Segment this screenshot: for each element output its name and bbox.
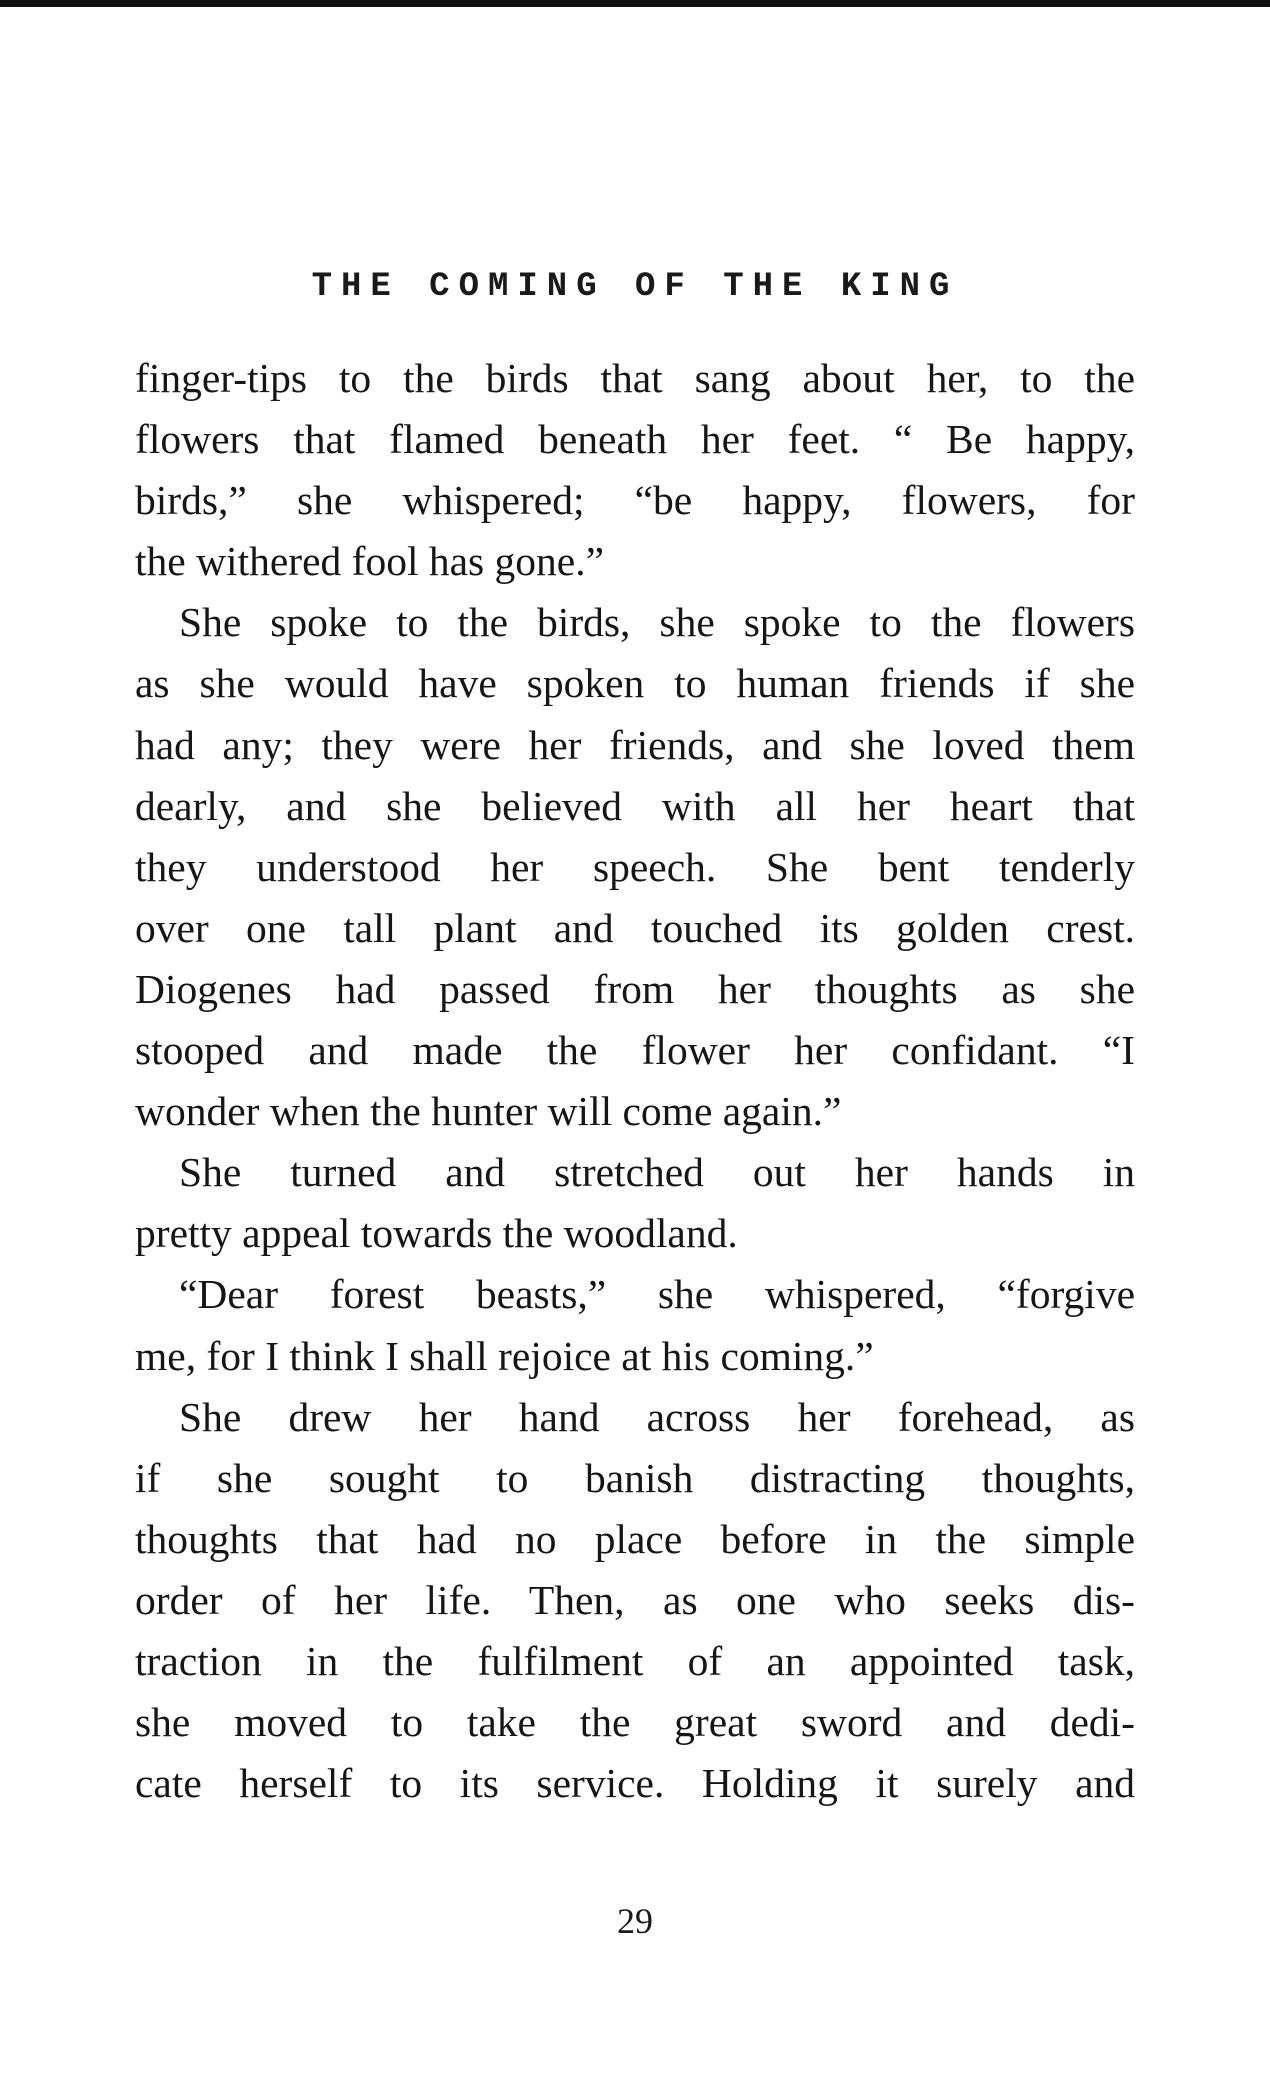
text-line: they understood her speech. She bent tenderly (135, 843, 1135, 890)
body-text (135, 348, 1135, 1814)
text-line: traction in the fulfilment of an appointed task, (135, 1637, 1135, 1684)
top-border-rule (0, 0, 1270, 7)
text-line: flowers that flamed beneath her feet. “ Be happy, (135, 416, 1135, 463)
text-line: She spoke to the birds, she spoke to the flowers (179, 599, 1135, 646)
text-line: She drew her hand across her forehead, as (179, 1393, 1135, 1440)
text-line: the withered fool has gone.” (135, 538, 605, 585)
text-line: “Dear forest beasts,” she whispered, “forgive (179, 1271, 1135, 1318)
page-number: 29 (617, 1901, 653, 1941)
text-line: pretty appeal towards the woodland. (135, 1210, 738, 1257)
text-line: stooped and made the flower her confidant. “I (135, 1027, 1135, 1074)
text-line: she moved to take the great sword and dedi- (135, 1699, 1135, 1746)
text-line: birds,” she whispered; “be happy, flowers, for (135, 477, 1135, 524)
text-line: finger-tips to the birds that sang about her, to the (135, 355, 1135, 401)
text-line: had any; they were her friends, and she loved them (135, 721, 1135, 768)
text-line: me, for I think I shall rejoice at his coming.” (135, 1332, 874, 1379)
text-line: as she would have spoken to human friends if she (135, 660, 1135, 707)
text-line: thoughts that had no place before in the simple (135, 1515, 1135, 1562)
text-line: She turned and stretched out her hands in (179, 1149, 1135, 1196)
text-line: Diogenes had passed from her thoughts as she (135, 965, 1135, 1012)
text-line: wonder when the hunter will come again.” (135, 1088, 842, 1135)
text-line: cate herself to its service. Holding it surely and (135, 1760, 1135, 1807)
text-line: if she sought to banish distracting thoughts, (135, 1454, 1135, 1501)
running-head: THE COMING OF THE KING (311, 268, 959, 306)
text-line: order of her life. Then, as one who seeks dis- (135, 1576, 1135, 1623)
text-line: dearly, and she believed with all her heart that (135, 782, 1135, 829)
text-line: over one tall plant and touched its golden crest. (135, 904, 1135, 951)
